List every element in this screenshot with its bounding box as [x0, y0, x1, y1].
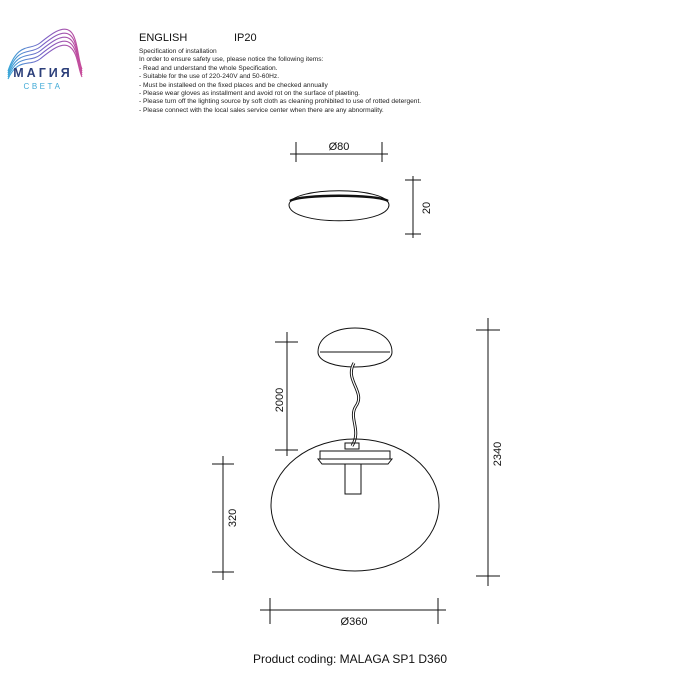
canopy-diameter-label: Ø80 — [328, 141, 350, 153]
canopy-height-label: 20 — [421, 201, 433, 215]
spec-line: In order to ensure safety use, please notice the following items: — [139, 56, 324, 64]
spec-line: - Suitable for the use of 220-240V and 50-60Hz. — [139, 73, 280, 81]
product-coding: Product coding: MALAGA SP1 D360 — [252, 652, 448, 666]
spec-line: - Must be installeed on the fixed places and be checked annually — [139, 81, 328, 89]
spec-line: - Please wear gloves as installment and avoid rot on the surface of plaeting. — [139, 90, 361, 98]
canopy-height-dimension — [405, 176, 421, 238]
spec-line: - Please turn off the lighting source by soft cloth as cleaning prohibited to use of rotted detergent. — [139, 98, 422, 106]
cable-length-label: 2000 — [274, 387, 286, 413]
spec-line: - Read and understand the whole Specification. — [139, 64, 278, 72]
total-height-label: 2340 — [492, 441, 504, 467]
language-label: ENGLISH — [139, 32, 188, 44]
brand-subtitle: СВЕТА — [23, 82, 63, 91]
shade-diameter-label: Ø360 — [340, 616, 368, 628]
brand-name: МАГИЯ — [13, 66, 73, 80]
canopy-side-view — [289, 191, 389, 221]
spec-title: Specification of installation — [139, 48, 217, 55]
ip-rating: IP20 — [234, 32, 257, 44]
spec-line: - Please connect with the local sales service center when there are any abnormality. — [139, 106, 384, 114]
shade-height-label: 320 — [227, 508, 239, 528]
